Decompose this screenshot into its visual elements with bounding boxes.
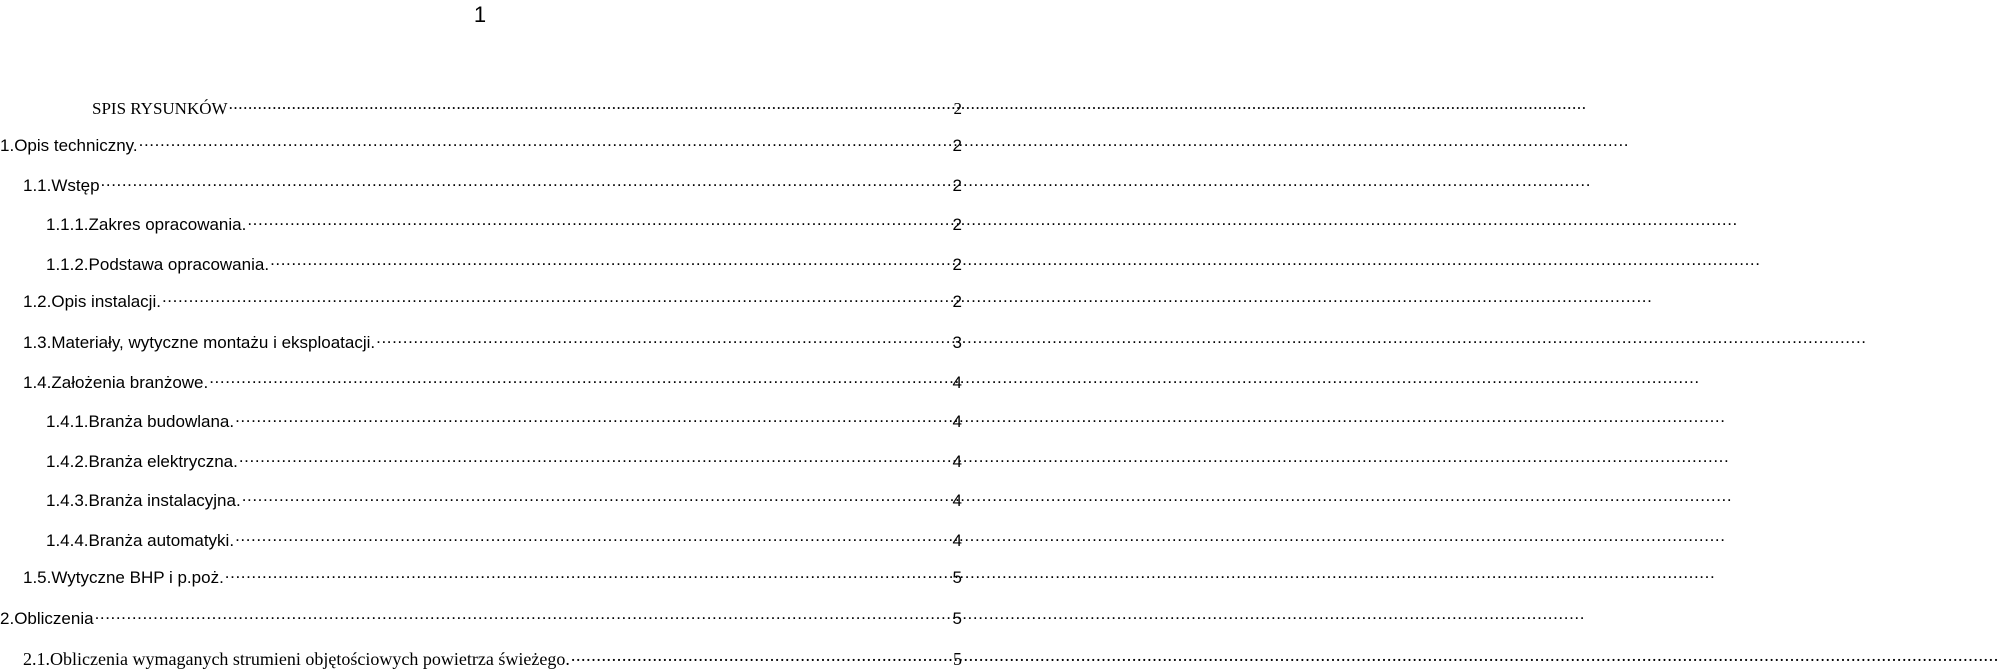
toc-entry-1-4-4[interactable] bbox=[46, 529, 962, 553]
toc-dot-leader bbox=[235, 529, 951, 546]
toc-entry-number: 1.3. bbox=[23, 333, 52, 352]
toc-dot-leader bbox=[209, 371, 951, 388]
toc-entry-1-4-1[interactable] bbox=[46, 410, 962, 434]
toc-entry-title: Wstęp bbox=[51, 176, 100, 195]
toc-entry-number: 1.2. bbox=[23, 292, 52, 311]
toc-entry-title: Założenia branżowe. bbox=[51, 373, 209, 392]
toc-entry-2-1[interactable] bbox=[23, 647, 962, 671]
toc-entry-number: 1.4.1. bbox=[46, 412, 89, 431]
toc-entry-1-4[interactable] bbox=[23, 371, 962, 395]
toc-entry-1[interactable] bbox=[0, 134, 962, 158]
toc-dot-leader bbox=[247, 213, 951, 230]
toc-entry-page: 5 bbox=[953, 649, 962, 669]
toc-entry-title: Opis instalacji. bbox=[51, 292, 161, 311]
toc-entry-1-4-2[interactable] bbox=[46, 450, 962, 474]
toc-entry-1-4-3[interactable] bbox=[46, 489, 962, 513]
toc-entry-number: 1.4. bbox=[23, 373, 52, 392]
toc-entry-title: Podstawa opracowania. bbox=[88, 255, 270, 274]
toc-entry-page: 2 bbox=[952, 292, 962, 311]
toc-entry-page: 5 bbox=[952, 609, 962, 628]
toc-dot-leader bbox=[270, 253, 951, 270]
toc-entry-1-1-1[interactable] bbox=[46, 213, 962, 237]
toc-entry-page: 5 bbox=[952, 568, 962, 587]
toc-dot-leader bbox=[229, 97, 953, 114]
toc-dot-leader bbox=[101, 174, 952, 191]
toc-entry-title: Obliczenia bbox=[14, 609, 94, 628]
toc-entry-number: 2. bbox=[0, 609, 15, 628]
toc-entry-number: 1.1.2. bbox=[46, 255, 89, 274]
toc-entry-1-2[interactable] bbox=[23, 290, 962, 314]
toc-entry-title: Branża budowlana. bbox=[88, 412, 235, 431]
toc-entry-page: 2 bbox=[953, 99, 962, 118]
toc-entry-page: 2 bbox=[952, 215, 962, 234]
toc-dot-leader bbox=[235, 410, 951, 427]
toc-dot-leader bbox=[139, 134, 952, 151]
toc-entry-title: Opis techniczny. bbox=[14, 136, 138, 155]
toc-entry-title: Branża automatyki. bbox=[88, 531, 235, 550]
toc-dot-leader bbox=[95, 607, 952, 624]
toc-dot-leader bbox=[571, 647, 952, 665]
toc-entry-number: 1.1. bbox=[23, 176, 52, 195]
toc-entry-1-1[interactable] bbox=[23, 174, 962, 198]
toc-entry-page: 2 bbox=[952, 255, 962, 274]
table-of-contents bbox=[0, 0, 960, 672]
toc-entry-number: 1. bbox=[0, 136, 15, 155]
page-number: 1 bbox=[473, 2, 487, 27]
toc-entry-page: 4 bbox=[952, 373, 962, 392]
toc-entry-number: 2.1. bbox=[23, 649, 50, 669]
toc-entry-number: 1.1.1. bbox=[46, 215, 89, 234]
toc-entry-number: 1.4.2. bbox=[46, 452, 89, 471]
toc-entry-title: Wytyczne BHP i p.poż. bbox=[51, 568, 224, 587]
toc-entry-1-1-2[interactable] bbox=[46, 253, 962, 277]
toc-entry-number: 1.4.4. bbox=[46, 531, 89, 550]
toc-entry-spis-rysunkow[interactable] bbox=[92, 97, 962, 121]
toc-entry-title: SPIS RYSUNKÓW bbox=[92, 99, 228, 118]
toc-entry-number: 1.4.3. bbox=[46, 491, 89, 510]
toc-entry-title: Zakres opracowania. bbox=[88, 215, 247, 234]
toc-entry-2[interactable] bbox=[0, 607, 962, 631]
toc-dot-leader bbox=[225, 566, 952, 583]
toc-dot-leader bbox=[242, 489, 952, 506]
toc-entry-page: 3 bbox=[952, 333, 962, 352]
toc-dot-leader bbox=[162, 290, 952, 307]
toc-entry-page: 4 bbox=[952, 491, 962, 510]
toc-entry-title: Materiały, wytyczne montażu i eksploatacji. bbox=[51, 333, 376, 352]
toc-dot-leader bbox=[376, 331, 951, 348]
toc-entry-page: 4 bbox=[952, 452, 962, 471]
toc-entry-page: 2 bbox=[952, 176, 962, 195]
toc-dot-leader bbox=[239, 450, 952, 467]
toc-entry-page: 4 bbox=[952, 412, 962, 431]
toc-entry-page: 2 bbox=[952, 136, 962, 155]
toc-entry-title: Branża elektryczna. bbox=[88, 452, 238, 471]
toc-entry-page: 4 bbox=[952, 531, 962, 550]
toc-entry-1-3[interactable] bbox=[23, 331, 962, 355]
toc-entry-title: Branża instalacyjna. bbox=[88, 491, 241, 510]
toc-entry-1-5[interactable] bbox=[23, 566, 962, 590]
toc-entry-number: 1.5. bbox=[23, 568, 52, 587]
toc-entry-title: Obliczenia wymaganych strumieni objętościowych powietrza świeżego. bbox=[50, 649, 570, 669]
